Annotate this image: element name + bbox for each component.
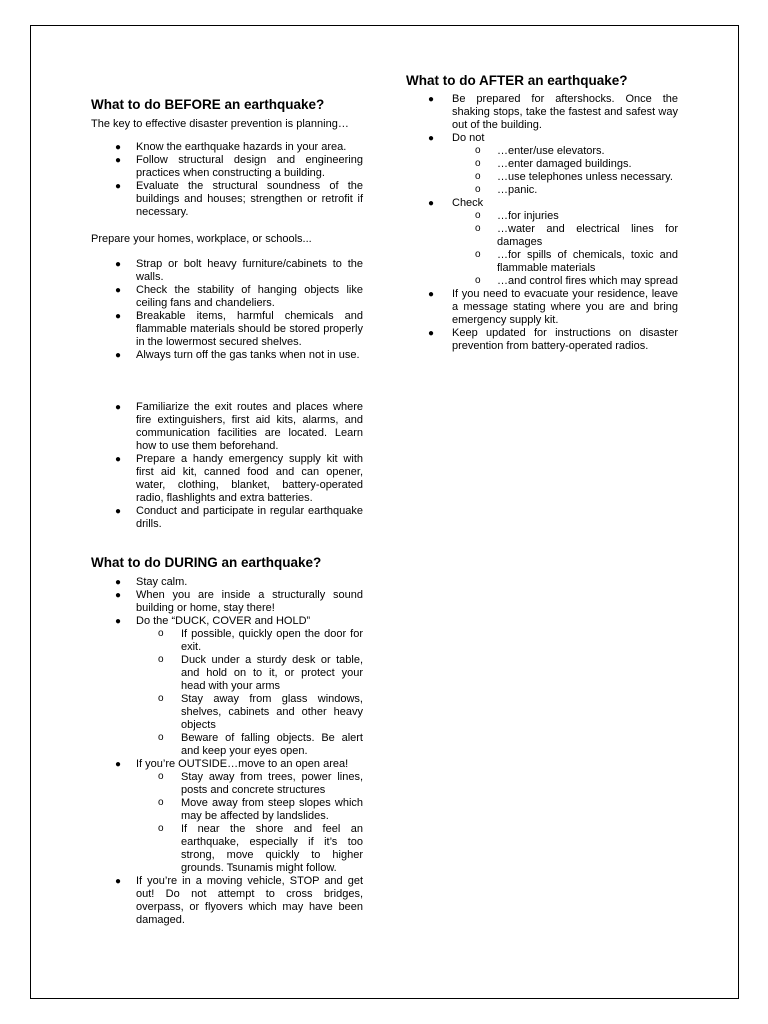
circle-bullet-icon: o [475,158,481,169]
list-item-text: Move away from steep slopes which may be affected by landslides. [181,797,363,822]
sub-list-item [452,158,678,171]
after-heading: What to do AFTER an earthquake? [406,73,628,88]
list-item [91,310,363,349]
list-item [91,349,363,362]
list-item [91,589,363,615]
list-item [91,141,363,154]
bullet-icon: ● [428,289,435,300]
bullet-icon: ● [115,350,122,361]
list-item [406,288,678,327]
list-item-text: Check the stability of hanging objects like ceiling fans and chandeliers. [136,284,363,309]
list-item-text: If possible, quickly open the door for exit. [181,628,363,653]
circle-bullet-icon: o [475,210,481,221]
sub-list-item [452,249,678,275]
sub-list [136,628,363,758]
list-item-text: …for injuries [497,210,559,222]
sub-list-item [136,732,363,758]
list-item-text: Breakable items, harmful chemicals and flammable materials should be stored properly in the lowermost secured shelves. [136,310,363,348]
during-heading: What to do DURING an earthquake? [91,555,322,570]
list-item [91,576,363,589]
bullet-icon: ● [428,198,435,209]
circle-bullet-icon: o [475,184,481,195]
sub-list-item [452,223,678,249]
before-list-2 [91,258,363,362]
list-item-text: If near the shore and feel an earthquake, especially if it’s too strong, move quickly to higher grounds. Tsunamis might follow. [181,823,363,874]
list-item-text: Stay calm. [136,576,188,588]
list-item-text: Check [452,197,484,209]
sub-list-item [452,184,678,197]
bullet-icon: ● [115,876,122,887]
before-heading: What to do BEFORE an earthquake? [91,97,325,112]
sub-list-item [136,693,363,732]
list-item-text: Know the earthquake hazards in your area. [136,141,347,153]
list-item-text: …water and electrical lines for damages [497,223,678,248]
list-item-text: Stay away from glass windows, shelves, cabinets and other heavy objects [181,693,363,731]
list-item-text: …enter/use elevators. [497,145,605,157]
list-item-text: Evaluate the structural soundness of the buildings and houses; strengthen or retrofit if necessary. [136,180,363,218]
list-item [91,758,363,875]
list-item-text: Prepare a handy emergency supply kit with first aid kit, canned food and can opener, water, clothing, blanket, battery-operated radio, flashlights and extra batteries. [136,453,363,504]
during-list [91,576,363,927]
bullet-icon: ● [115,590,122,601]
before-list-1 [91,141,363,219]
list-item-text: …panic. [497,184,538,196]
list-item [91,875,363,927]
list-item-text: …enter damaged buildings. [497,158,632,170]
bullet-icon: ● [115,259,122,270]
list-item [91,154,363,180]
after-list [406,93,678,353]
list-item [91,505,363,531]
bullet-icon: ● [115,311,122,322]
list-item [406,132,678,197]
sub-list [452,210,678,288]
bullet-icon: ● [428,133,435,144]
circle-bullet-icon: o [158,771,164,782]
list-item-text: Follow structural design and engineering practices when constructing a building. [136,154,363,179]
list-item-text: Keep updated for instructions on disaster prevention from battery-operated radios. [452,327,678,352]
list-item-text: Familiarize the exit routes and places where fire extinguishers, first aid kits, alarms, and communication facilities are located. Learn how to use them beforehand. [136,401,363,452]
bullet-icon: ● [115,285,122,296]
list-item-text: Strap or bolt heavy furniture/cabinets to the walls. [136,258,363,283]
sub-list-item [452,145,678,158]
circle-bullet-icon: o [158,628,164,639]
bullet-icon: ● [428,94,435,105]
list-item-text: If you need to evacuate your residence, leave a message stating where you are and bring emergency supply kit. [452,288,678,326]
bullet-icon: ● [115,759,122,770]
circle-bullet-icon: o [158,693,164,704]
sub-list-item [452,171,678,184]
sub-list-item [136,654,363,693]
circle-bullet-icon: o [158,654,164,665]
list-item-text: Duck under a sturdy desk or table, and hold on to it, or protect your head with your arms [181,654,363,692]
list-item-text: If you’re OUTSIDE…move to an open area! [136,758,349,770]
sub-list-item [136,628,363,654]
bullet-icon: ● [115,181,122,192]
circle-bullet-icon: o [475,145,481,156]
list-item [91,284,363,310]
circle-bullet-icon: o [475,171,481,182]
list-item-text: Beware of falling objects. Be alert and keep your eyes open. [181,732,363,757]
left-column [91,97,363,927]
list-item-text: …for spills of chemicals, toxic and flammable materials [497,249,678,274]
bullet-icon: ● [115,155,122,166]
before-prepare-text: Prepare your homes, workplace, or schools... [91,233,312,245]
before-list-3 [91,401,363,531]
circle-bullet-icon: o [158,732,164,743]
sub-list-item [136,771,363,797]
list-item-text: If you’re in a moving vehicle, STOP and get out! Do not attempt to cross bridges, overpass, or flyovers which may have been damaged. [136,875,363,926]
bullet-icon: ● [428,328,435,339]
sub-list-item [136,797,363,823]
list-item-text: Always turn off the gas tanks when not in use. [136,349,360,361]
list-item [91,401,363,453]
bullet-icon: ● [115,616,122,627]
list-item [91,180,363,219]
list-item [406,327,678,353]
list-item [91,453,363,505]
before-intro: The key to effective disaster prevention is planning… [91,118,349,130]
bullet-icon: ● [115,577,122,588]
list-item-text: Do the “DUCK, COVER and HOLD” [136,615,311,627]
bullet-icon: ● [115,402,122,413]
circle-bullet-icon: o [158,823,164,834]
list-item-text: Be prepared for aftershocks. Once the shaking stops, take the fastest and safest way out of the building. [452,93,678,131]
list-item-text: When you are inside a structurally sound building or home, stay there! [136,589,363,614]
bullet-icon: ● [115,454,122,465]
sub-list [136,771,363,875]
circle-bullet-icon: o [475,275,481,286]
list-item [91,615,363,758]
circle-bullet-icon: o [475,249,481,260]
sub-list-item [452,210,678,223]
list-item [91,258,363,284]
bullet-icon: ● [115,506,122,517]
sub-list-item [136,823,363,875]
list-item [406,93,678,132]
sub-list [452,145,678,197]
sub-list-item [452,275,678,288]
list-item-text: Do not [452,132,485,144]
list-item-text: Stay away from trees, power lines, posts and concrete structures [181,771,363,796]
circle-bullet-icon: o [475,223,481,234]
circle-bullet-icon: o [158,797,164,808]
list-item [406,197,678,288]
right-column [406,73,678,353]
list-item-text: …use telephones unless necessary. [497,171,673,183]
list-item-text: …and control fires which may spread [497,275,678,287]
bullet-icon: ● [115,142,122,153]
list-item-text: Conduct and participate in regular earthquake drills. [136,505,363,530]
